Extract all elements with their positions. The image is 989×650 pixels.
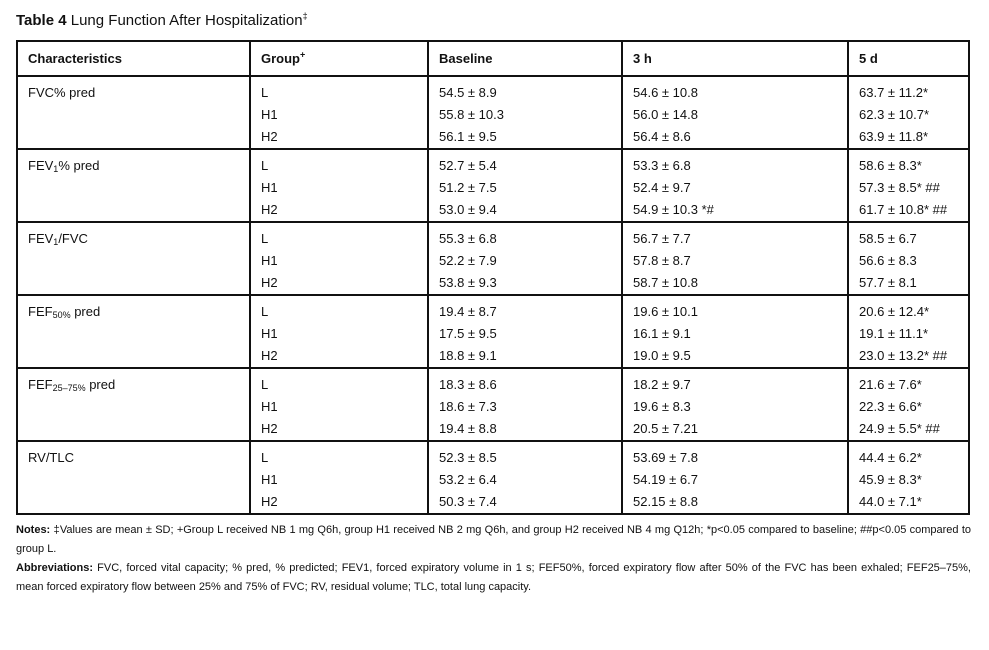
- table-caption: Lung Function After Hospitalization: [70, 12, 303, 29]
- characteristic-cell: [17, 222, 250, 295]
- characteristic-suffix: pred: [85, 377, 116, 392]
- column-header: [622, 41, 848, 76]
- header-text: 5 d: [859, 51, 878, 66]
- header-text: 3 h: [633, 51, 652, 66]
- characteristic-cell: [17, 295, 250, 368]
- characteristic-cell: [17, 149, 250, 222]
- header-text: Characteristics: [28, 51, 122, 66]
- d5-cell: [848, 441, 969, 514]
- value-h2: 61.7 ± 10.8* ##: [859, 202, 948, 217]
- baseline-cell: [428, 149, 622, 222]
- value-l: 58.5 ± 6.7: [859, 231, 917, 246]
- characteristic-subscript: 1: [53, 237, 59, 247]
- table-row: [17, 76, 969, 149]
- characteristic-cell: [17, 441, 250, 514]
- value-l: 54.6 ± 10.8: [633, 85, 698, 100]
- characteristic-name: FEV: [28, 231, 54, 246]
- group-cell: [250, 76, 428, 149]
- characteristic-label: [28, 155, 239, 177]
- column-header: [428, 41, 622, 76]
- value-h1: 57.8 ± 8.7: [633, 253, 691, 268]
- h3-cell: [622, 368, 848, 441]
- value-h2: 19.4 ± 8.8: [439, 421, 497, 436]
- header-text: Group: [261, 51, 300, 66]
- table-row: [17, 149, 969, 222]
- group-label: H2: [261, 275, 278, 290]
- group-cell: [250, 441, 428, 514]
- value-h2: 57.7 ± 8.1: [859, 275, 917, 290]
- value-l: 54.5 ± 8.9: [439, 85, 497, 100]
- value-h1: 45.9 ± 8.3*: [859, 472, 922, 487]
- value-h2: 52.15 ± 8.8: [633, 494, 698, 509]
- notes-label: Notes:: [16, 524, 51, 536]
- d5-cell: [848, 222, 969, 295]
- group-cell: [250, 295, 428, 368]
- value-l: 21.6 ± 7.6*: [859, 377, 922, 392]
- value-h2: 58.7 ± 10.8: [633, 275, 698, 290]
- table-notes: [16, 521, 971, 597]
- abbreviations-paragraph: [16, 559, 971, 597]
- table-title: [16, 12, 308, 29]
- abbreviations-label: Abbreviations:: [16, 562, 94, 574]
- group-label: L: [261, 450, 269, 465]
- value-h1: 56.6 ± 8.3: [859, 253, 917, 268]
- value-h1: 17.5 ± 9.5: [439, 326, 497, 341]
- group-label: H2: [261, 421, 278, 436]
- table-row: [17, 368, 969, 441]
- group-label: L: [261, 231, 269, 246]
- group-cell: [250, 149, 428, 222]
- value-h1: 52.4 ± 9.7: [633, 180, 691, 195]
- characteristic-label: [28, 82, 239, 104]
- abbreviations-text: FVC, forced vital capacity; % pred, % predicted; FEV1, forced expiratory volume in 1 s; FEF50%, forced expiratory flow after 50% of the FVC has been exhaled; FEF25–75%, mean forced expiratory flow between 25% and 75% of FVC; RV, residual volume; TLC, total lung capacity.: [16, 562, 971, 593]
- value-l: 52.3 ± 8.5: [439, 450, 497, 465]
- group-label: H2: [261, 494, 278, 509]
- characteristic-cell: [17, 76, 250, 149]
- column-header: [848, 41, 969, 76]
- group-label: H2: [261, 129, 278, 144]
- d5-cell: [848, 368, 969, 441]
- baseline-cell: [428, 76, 622, 149]
- value-h2: 53.8 ± 9.3: [439, 275, 497, 290]
- value-h1: 19.1 ± 11.1*: [859, 326, 929, 341]
- value-l: 52.7 ± 5.4: [439, 158, 497, 173]
- characteristic-label: [28, 228, 239, 250]
- value-h2: 18.8 ± 9.1: [439, 348, 497, 363]
- group-label: H2: [261, 348, 278, 363]
- value-h2: 44.0 ± 7.1*: [859, 494, 922, 509]
- value-l: 63.7 ± 11.2*: [859, 85, 929, 100]
- value-h2: 24.9 ± 5.5* ##: [859, 421, 940, 436]
- h3-cell: [622, 149, 848, 222]
- characteristic-suffix: % pred: [58, 158, 100, 173]
- value-l: 19.6 ± 10.1: [633, 304, 698, 319]
- value-l: 55.3 ± 6.8: [439, 231, 497, 246]
- characteristic-suffix: /FVC: [58, 231, 88, 246]
- value-h2: 20.5 ± 7.21: [633, 421, 698, 436]
- header-text: Baseline: [439, 51, 493, 66]
- value-h1: 18.6 ± 7.3: [439, 399, 497, 414]
- header-row: [17, 41, 969, 76]
- notes-text: ‡Values are mean ± SD; +Group L received NB 1 mg Q6h, group H1 received NB 2 mg Q6h, and group H2 received NB 4 mg Q12h; *p<0.05 compared to baseline; ##p<0.05 compared to group L.: [16, 524, 971, 555]
- value-l: 18.3 ± 8.6: [439, 377, 497, 392]
- value-l: 53.69 ± 7.8: [633, 450, 698, 465]
- value-h2: 56.4 ± 8.6: [633, 129, 691, 144]
- characteristic-name: FEV: [28, 158, 54, 173]
- value-l: 44.4 ± 6.2*: [859, 450, 922, 465]
- group-label: H1: [261, 107, 278, 122]
- characteristic-name: RV/TLC: [28, 450, 74, 465]
- value-l: 56.7 ± 7.7: [633, 231, 691, 246]
- value-h1: 57.3 ± 8.5* ##: [859, 180, 940, 195]
- value-h1: 52.2 ± 7.9: [439, 253, 497, 268]
- baseline-cell: [428, 368, 622, 441]
- value-l: 18.2 ± 9.7: [633, 377, 691, 392]
- lung-function-table: [16, 40, 970, 515]
- value-h2: 23.0 ± 13.2* ##: [859, 348, 948, 363]
- baseline-cell: [428, 222, 622, 295]
- caption-footnote-mark: ‡: [302, 11, 308, 21]
- table-number: Table 4: [16, 12, 67, 29]
- value-h1: 55.8 ± 10.3: [439, 107, 504, 122]
- value-h2: 19.0 ± 9.5: [633, 348, 691, 363]
- table-body: [17, 76, 969, 514]
- notes-paragraph: [16, 521, 971, 559]
- value-h1: 22.3 ± 6.6*: [859, 399, 922, 414]
- group-label: H1: [261, 180, 278, 195]
- group-label: H1: [261, 399, 278, 414]
- characteristic-label: [28, 374, 239, 396]
- group-label: H1: [261, 326, 278, 341]
- value-h1: 16.1 ± 9.1: [633, 326, 691, 341]
- value-h2: 63.9 ± 11.8*: [859, 129, 929, 144]
- group-cell: [250, 222, 428, 295]
- header-footnote-mark: +: [300, 49, 306, 60]
- d5-cell: [848, 149, 969, 222]
- group-label: L: [261, 304, 269, 319]
- baseline-cell: [428, 441, 622, 514]
- value-l: 19.4 ± 8.7: [439, 304, 497, 319]
- characteristic-label: [28, 301, 239, 323]
- group-label: H2: [261, 202, 278, 217]
- value-h2: 50.3 ± 7.4: [439, 494, 497, 509]
- characteristic-cell: [17, 368, 250, 441]
- value-l: 58.6 ± 8.3*: [859, 158, 922, 173]
- characteristic-label: [28, 447, 239, 469]
- value-h1: 54.19 ± 6.7: [633, 472, 698, 487]
- value-h1: 53.2 ± 6.4: [439, 472, 497, 487]
- column-header: [17, 41, 250, 76]
- characteristic-subscript: 1: [53, 164, 59, 174]
- value-l: 53.3 ± 6.8: [633, 158, 691, 173]
- value-h2: 53.0 ± 9.4: [439, 202, 497, 217]
- characteristic-name: FEF: [28, 304, 53, 319]
- column-header: [250, 41, 428, 76]
- h3-cell: [622, 76, 848, 149]
- value-l: 20.6 ± 12.4*: [859, 304, 930, 319]
- d5-cell: [848, 76, 969, 149]
- table-row: [17, 441, 969, 514]
- value-h2: 56.1 ± 9.5: [439, 129, 497, 144]
- h3-cell: [622, 441, 848, 514]
- h3-cell: [622, 295, 848, 368]
- group-label: L: [261, 158, 269, 173]
- characteristic-name: FVC% pred: [28, 85, 96, 100]
- characteristic-name: FEF: [28, 377, 53, 392]
- value-h1: 62.3 ± 10.7*: [859, 107, 930, 122]
- value-h1: 56.0 ± 14.8: [633, 107, 698, 122]
- h3-cell: [622, 222, 848, 295]
- table-row: [17, 222, 969, 295]
- group-label: H1: [261, 253, 278, 268]
- group-cell: [250, 368, 428, 441]
- group-label: H1: [261, 472, 278, 487]
- table-container: [16, 40, 971, 597]
- characteristic-subscript: 25–75%: [52, 383, 86, 393]
- value-h1: 19.6 ± 8.3: [633, 399, 691, 414]
- d5-cell: [848, 295, 969, 368]
- value-h1: 51.2 ± 7.5: [439, 180, 497, 195]
- characteristic-subscript: 50%: [52, 310, 71, 320]
- baseline-cell: [428, 295, 622, 368]
- table-row: [17, 295, 969, 368]
- group-label: L: [261, 377, 269, 392]
- group-label: L: [261, 85, 269, 100]
- value-h2: 54.9 ± 10.3 *#: [633, 202, 714, 217]
- characteristic-suffix: pred: [70, 304, 101, 319]
